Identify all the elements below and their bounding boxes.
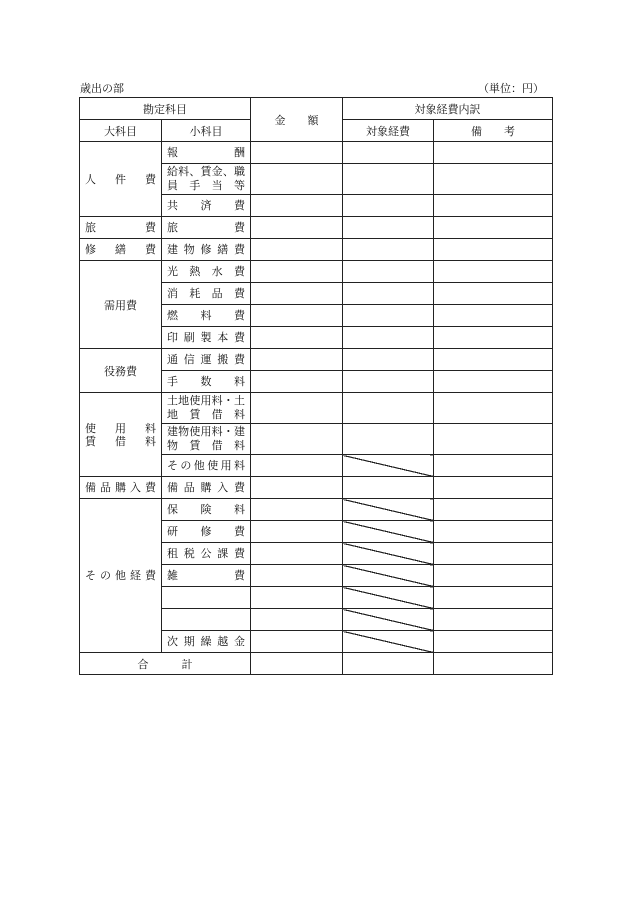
total-target-cell[interactable] (343, 653, 434, 675)
amount-cell[interactable] (251, 283, 343, 305)
item-blank[interactable] (162, 609, 251, 631)
remarks-cell[interactable] (434, 543, 553, 565)
target-cell-disabled (343, 631, 434, 653)
target-cell[interactable] (343, 371, 434, 393)
target-cell-disabled (343, 543, 434, 565)
unit-note: （単位：円） (478, 82, 544, 95)
amount-cell[interactable] (251, 609, 343, 631)
remarks-cell[interactable] (434, 239, 553, 261)
amount-cell[interactable] (251, 477, 343, 499)
item-blank[interactable] (162, 587, 251, 609)
amount-cell[interactable] (251, 349, 343, 371)
item-carryover: 次期繰越金 (162, 631, 251, 653)
remarks-cell[interactable] (434, 424, 553, 455)
item-utilities: 光熱水費 (162, 261, 251, 283)
item-printing: 印刷製本費 (162, 327, 251, 349)
amount-cell[interactable] (251, 217, 343, 239)
target-cell[interactable] (343, 477, 434, 499)
amount-cell[interactable] (251, 587, 343, 609)
remarks-cell[interactable] (434, 283, 553, 305)
header-target: 対象経費 (343, 120, 434, 142)
target-cell[interactable] (343, 305, 434, 327)
expenditure-table (79, 97, 553, 675)
target-cell[interactable] (343, 239, 434, 261)
header-breakdown: 対象経費内訳 (343, 98, 553, 120)
amount-cell[interactable] (251, 327, 343, 349)
target-cell-disabled (343, 565, 434, 587)
target-cell[interactable] (343, 195, 434, 217)
remarks-cell[interactable] (434, 371, 553, 393)
amount-cell[interactable] (251, 261, 343, 283)
remarks-cell[interactable] (434, 521, 553, 543)
target-cell-disabled (343, 587, 434, 609)
item-salary: 給料、賃金、職員 手 当 等 (162, 164, 251, 195)
item-communication: 通信運搬費 (162, 349, 251, 371)
target-cell[interactable] (343, 283, 434, 305)
item-equipment: 備品購入費 (162, 477, 251, 499)
amount-cell[interactable] (251, 521, 343, 543)
item-fuel: 燃 料 費 (162, 305, 251, 327)
target-cell[interactable] (343, 142, 434, 164)
target-cell-disabled (343, 609, 434, 631)
amount-cell[interactable] (251, 424, 343, 455)
target-cell[interactable] (343, 217, 434, 239)
remarks-cell[interactable] (434, 261, 553, 283)
amount-cell[interactable] (251, 455, 343, 477)
amount-cell[interactable] (251, 631, 343, 653)
remarks-cell[interactable] (434, 477, 553, 499)
remarks-cell[interactable] (434, 587, 553, 609)
remarks-cell[interactable] (434, 164, 553, 195)
remarks-cell[interactable] (434, 142, 553, 164)
group-supplies: 需用費 (80, 261, 162, 349)
item-travel: 旅 費 (162, 217, 251, 239)
remarks-cell[interactable] (434, 499, 553, 521)
remarks-cell[interactable] (434, 217, 553, 239)
amount-cell[interactable] (251, 195, 343, 217)
amount-cell[interactable] (251, 543, 343, 565)
item-misc: 雑 費 (162, 565, 251, 587)
header-minor: 小科目 (162, 120, 251, 142)
amount-cell[interactable] (251, 499, 343, 521)
target-cell-disabled (343, 521, 434, 543)
group-rent: 使 用 料 賃 借 料 (80, 393, 162, 477)
item-training: 研 修 費 (162, 521, 251, 543)
header-amount: 金 額 (251, 98, 343, 142)
header-remarks: 備 考 (434, 120, 553, 142)
amount-cell[interactable] (251, 164, 343, 195)
target-cell[interactable] (343, 327, 434, 349)
amount-cell[interactable] (251, 371, 343, 393)
item-consumables: 消耗品費 (162, 283, 251, 305)
remarks-cell[interactable] (434, 609, 553, 631)
target-cell-disabled (343, 455, 434, 477)
amount-cell[interactable] (251, 393, 343, 424)
group-other: その他経費 (80, 499, 162, 653)
item-other-rent: その他使用料 (162, 455, 251, 477)
target-cell[interactable] (343, 349, 434, 371)
remarks-cell[interactable] (434, 565, 553, 587)
target-cell[interactable] (343, 261, 434, 283)
amount-cell[interactable] (251, 239, 343, 261)
item-insurance: 保 険 料 (162, 499, 251, 521)
header-account: 勘定科目 (80, 98, 251, 120)
group-travel: 旅 費 (80, 217, 162, 239)
item-land-rent: 土地使用料・土地 賃 借 料 (162, 393, 251, 424)
total-amount-cell[interactable] (251, 653, 343, 675)
page-title: 歳出の部 (80, 82, 124, 95)
item-mutual: 共 済 費 (162, 195, 251, 217)
header-major: 大科目 (80, 120, 162, 142)
group-equipment: 備品購入費 (80, 477, 162, 499)
amount-cell[interactable] (251, 142, 343, 164)
amount-cell[interactable] (251, 565, 343, 587)
remarks-cell[interactable] (434, 349, 553, 371)
target-cell[interactable] (343, 424, 434, 455)
target-cell[interactable] (343, 164, 434, 195)
target-cell[interactable] (343, 393, 434, 424)
total-remarks-cell[interactable] (434, 653, 553, 675)
item-building-rent: 建物使用料・建物 賃 借 料 (162, 424, 251, 455)
group-repair: 修 繕 費 (80, 239, 162, 261)
item-taxes: 租税公課費 (162, 543, 251, 565)
item-building-repair: 建物修繕費 (162, 239, 251, 261)
remarks-cell[interactable] (434, 305, 553, 327)
group-personnel: 人 件 費 (80, 142, 162, 217)
target-cell-disabled (343, 499, 434, 521)
amount-cell[interactable] (251, 305, 343, 327)
remarks-cell[interactable] (434, 327, 553, 349)
remarks-cell[interactable] (434, 631, 553, 653)
item-fees: 手 数 料 (162, 371, 251, 393)
remarks-cell[interactable] (434, 455, 553, 477)
group-services: 役務費 (80, 349, 162, 393)
remarks-cell[interactable] (434, 195, 553, 217)
item-reward: 報 酬 (162, 142, 251, 164)
remarks-cell[interactable] (434, 393, 553, 424)
total-label: 合 計 (80, 653, 251, 675)
